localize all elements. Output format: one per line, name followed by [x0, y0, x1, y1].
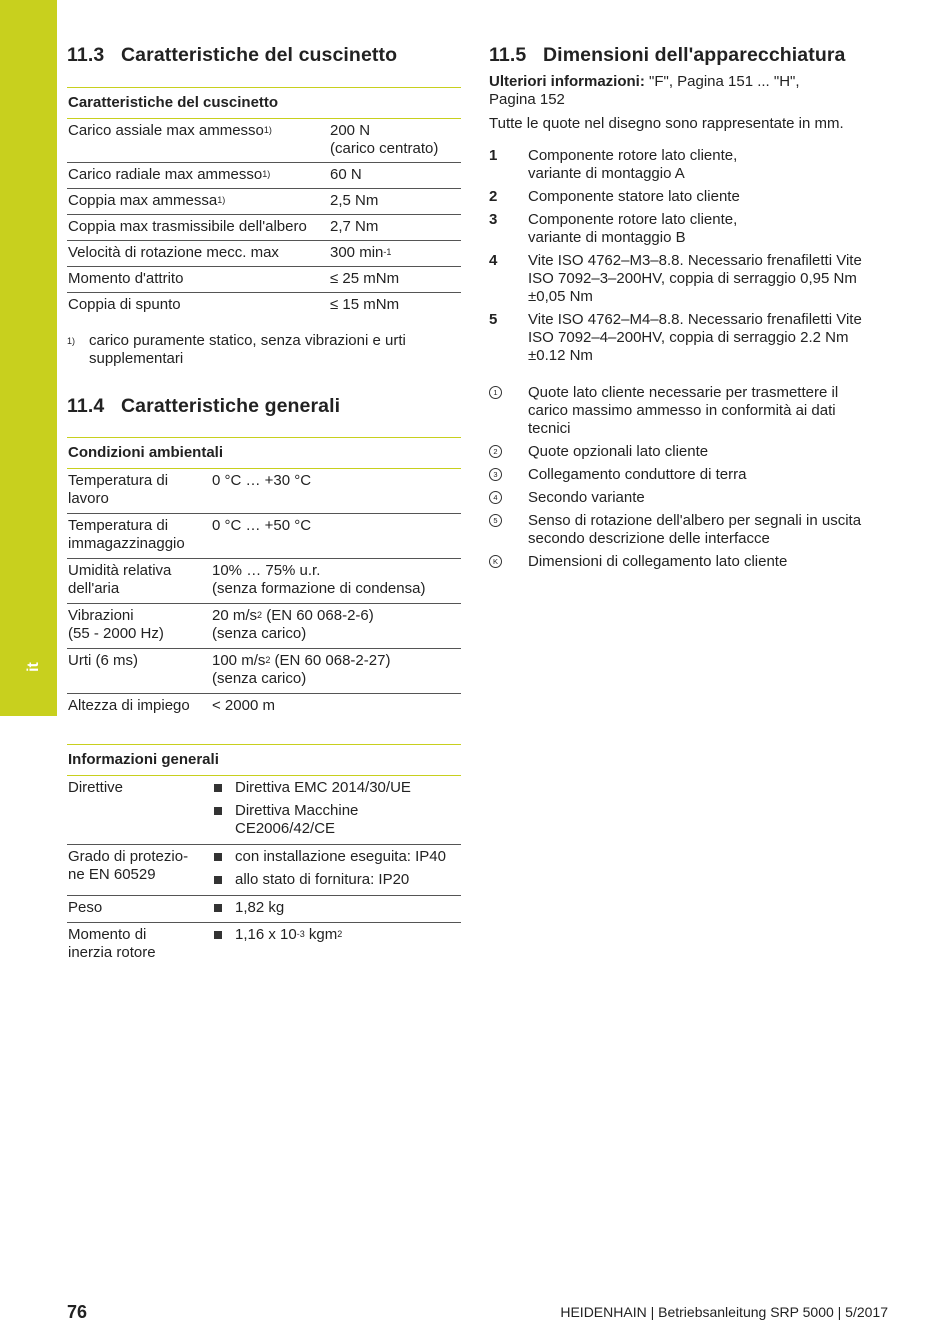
section-title: Dimensioni dell'apparecchiatura: [543, 44, 846, 66]
row-label: Temperatura di immagazzinaggio: [68, 517, 185, 552]
language-tab-label: it: [25, 662, 42, 672]
row-label: Vibrazioni: [68, 607, 134, 624]
footnote: [67, 332, 461, 368]
table-row: [67, 267, 461, 293]
row-value: 200 N: [330, 122, 371, 139]
row-value-note: (senza carico): [212, 670, 307, 687]
bullet-square-icon: [214, 853, 222, 861]
table-header: Condizioni ambientali: [67, 437, 461, 469]
circled-number-icon: 5: [489, 514, 502, 527]
bullet-text: 1,82 kg: [235, 899, 285, 916]
legend-item: [489, 489, 889, 507]
row-value: 20 m/s: [212, 607, 258, 624]
list-item: [489, 147, 889, 183]
table-row: [67, 119, 461, 163]
row-label: Momento di inerzia rotore: [68, 926, 156, 961]
section-11-3-title: [67, 44, 397, 67]
list-item: [212, 779, 460, 797]
table-row: [67, 163, 461, 189]
legend-text: Quote lato cliente necessarie per trasmettere il carico massimo ammesso in conformità ai dati tecnici: [528, 384, 839, 437]
bearing-table: [67, 87, 461, 318]
list-item: [489, 252, 889, 306]
table-row: [67, 469, 461, 514]
row-label: Coppia di spunto: [68, 296, 181, 313]
item-text: Vite ISO 4762–M4–8.8. Necessario frenafiletti Vite ISO 7092–4–200HV, coppia di serraggio 2.2 Nm ±0.12 Nm: [528, 311, 862, 364]
list-item: [489, 311, 889, 365]
footnote-ref: 1): [263, 125, 272, 135]
row-label: Velocità di rotazione mecc. max: [68, 244, 279, 261]
circled-number-icon: 2: [489, 445, 502, 458]
table-header: Caratteristiche del cuscinetto: [67, 87, 461, 119]
row-label: Altezza di impiego: [68, 697, 190, 714]
circled-number-icon: 4: [489, 491, 502, 504]
item-number: 1: [489, 147, 498, 164]
row-value: 60 N: [330, 166, 362, 183]
footnote-mark: 1): [67, 336, 76, 346]
row-value: ≤ 15 mNm: [330, 296, 400, 313]
section-title: Caratteristiche del cuscinetto: [121, 44, 398, 66]
row-label: Carico assiale max ammesso: [68, 122, 264, 139]
row-value-note: (senza formazione di condensa): [212, 580, 426, 597]
row-value-standard: (EN 60 068-2-27): [270, 652, 391, 669]
item-number: 3: [489, 211, 498, 228]
general-info-table: [67, 744, 461, 966]
further-info: [489, 73, 819, 109]
list-item: [212, 871, 460, 889]
bullet-square-icon: [214, 876, 222, 884]
circled-letter-icon: K: [489, 555, 502, 568]
bullet-text: Direttiva EMC 2014/30/UE: [235, 779, 411, 796]
item-number: 4: [489, 252, 498, 269]
info-label: Ulteriori informazioni:: [489, 73, 645, 90]
row-value-note: (senza carico): [212, 625, 307, 642]
bullet-text: con installazione eseguita: IP40: [235, 848, 446, 865]
list-item: [212, 926, 460, 944]
bullet-square-icon: [214, 931, 222, 939]
table-row: [67, 776, 461, 845]
bullet-unit: kgm: [304, 926, 338, 943]
legend-text: Dimensioni di collegamento lato cliente: [528, 553, 788, 570]
legend-item: [489, 553, 889, 571]
legend-item: [489, 512, 889, 548]
item-text: Componente rotore lato cliente, variante di montaggio B: [528, 211, 738, 246]
item-text: Componente statore lato cliente: [528, 188, 740, 205]
legend-text: Collegamento conduttore di terra: [528, 466, 747, 483]
footer-text: HEIDENHAIN | Betriebsanleitung SRP 5000 | 5/2017: [560, 1304, 888, 1320]
item-text: Componente rotore lato cliente, variante di montaggio A: [528, 147, 738, 182]
section-number: 11.3: [67, 44, 105, 66]
bullet-square-icon: [214, 807, 222, 815]
table-row: [67, 604, 461, 649]
table-row: [67, 189, 461, 215]
bullet-text: 1,16 x 10: [235, 926, 297, 943]
row-value: 300 min: [330, 244, 384, 261]
list-item: [212, 899, 460, 917]
table-row: [67, 649, 461, 694]
table-row: [67, 559, 461, 604]
row-value: 10% … 75% u.r.: [212, 562, 321, 579]
circled-number-icon: 1: [489, 386, 502, 399]
table-row: [67, 694, 461, 719]
section-number: 11.5: [489, 44, 527, 66]
list-item: [212, 848, 460, 866]
value-exponent: -1: [383, 247, 392, 257]
row-label: Urti (6 ms): [68, 652, 138, 669]
item-number: 2: [489, 188, 498, 205]
row-value: ≤ 25 mNm: [330, 270, 400, 287]
footnote-text: carico puramente statico, senza vibrazioni e urti supplementari: [89, 332, 406, 367]
legend-text: Quote opzionali lato cliente: [528, 443, 709, 460]
table-header: Informazioni generali: [67, 744, 461, 776]
table-row: [67, 845, 461, 896]
row-label: Carico radiale max ammesso: [68, 166, 263, 183]
section-number: 11.4: [67, 395, 105, 417]
table-row: [67, 896, 461, 923]
legend-item: [489, 443, 889, 461]
value-exponent: -3: [296, 929, 305, 939]
value-exponent: 2: [257, 610, 263, 620]
unit-exponent: 2: [337, 929, 343, 939]
row-label: Peso: [68, 899, 103, 916]
row-label: Temperatura di lavoro: [68, 472, 169, 507]
legend-item: [489, 466, 889, 484]
table-row: [67, 293, 461, 318]
table-row: [67, 923, 461, 966]
legend-item: [489, 384, 889, 438]
list-item: [212, 802, 460, 838]
row-label: Coppia max ammessa: [68, 192, 218, 209]
table-row: [67, 514, 461, 559]
row-value: 0 °C … +30 °C: [212, 472, 312, 489]
language-sidebar: [0, 0, 57, 716]
circled-legend: [489, 384, 889, 576]
info-reference-link[interactable]: "F", Pagina 151 ... "H", Pagina 152: [489, 73, 800, 108]
bullet-square-icon: [214, 784, 222, 792]
legend-text: Secondo variante: [528, 489, 645, 506]
environment-table: [67, 437, 461, 719]
row-value-standard: (EN 60 068-2-6): [262, 607, 374, 624]
row-label: Grado di protezio-ne EN 60529: [68, 848, 189, 883]
section-11-4-title: [67, 395, 340, 418]
list-item: [489, 188, 889, 206]
page-number: 76: [67, 1302, 88, 1322]
item-number: 5: [489, 311, 498, 328]
value-exponent: 2: [265, 655, 271, 665]
footnote-ref: 1): [262, 169, 271, 179]
item-text: Vite ISO 4762–M3–8.8. Necessario frenafiletti Vite ISO 7092–3–200HV, coppia di serraggio 0,95 Nm ±0,05 Nm: [528, 252, 862, 305]
row-label: Coppia max trasmissibile dell'albero: [68, 218, 307, 235]
row-label: Momento d'attrito: [68, 270, 184, 287]
table-row: [67, 215, 461, 241]
row-label-note: (55 - 2000 Hz): [68, 625, 164, 642]
bullet-text: allo stato di fornitura: IP20: [235, 871, 410, 888]
section-title: Caratteristiche generali: [121, 395, 341, 417]
legend-text: Senso di rotazione dell'albero per segnali in uscita secondo descrizione delle interfacce: [528, 512, 862, 547]
list-item: [489, 211, 889, 247]
table-row: [67, 241, 461, 267]
bullet-text: Direttiva Macchine CE2006/42/CE: [235, 802, 359, 837]
row-value: 0 °C … +50 °C: [212, 517, 312, 534]
numbered-list: [489, 147, 889, 370]
row-value: 100 m/s: [212, 652, 266, 669]
bullet-square-icon: [214, 904, 222, 912]
dimensions-note: Tutte le quote nel disegno sono rappresentate in mm.: [489, 115, 844, 132]
footnote-ref: 1): [217, 195, 226, 205]
section-11-5-title: [489, 44, 846, 67]
row-value-note: (carico centrato): [330, 140, 439, 157]
row-label: Direttive: [68, 779, 124, 796]
row-label: Umidità relativa dell'aria: [68, 562, 172, 597]
circled-number-icon: 3: [489, 468, 502, 481]
row-value: < 2000 m: [212, 697, 275, 714]
row-value: 2,7 Nm: [330, 218, 379, 235]
row-value: 2,5 Nm: [330, 192, 379, 209]
